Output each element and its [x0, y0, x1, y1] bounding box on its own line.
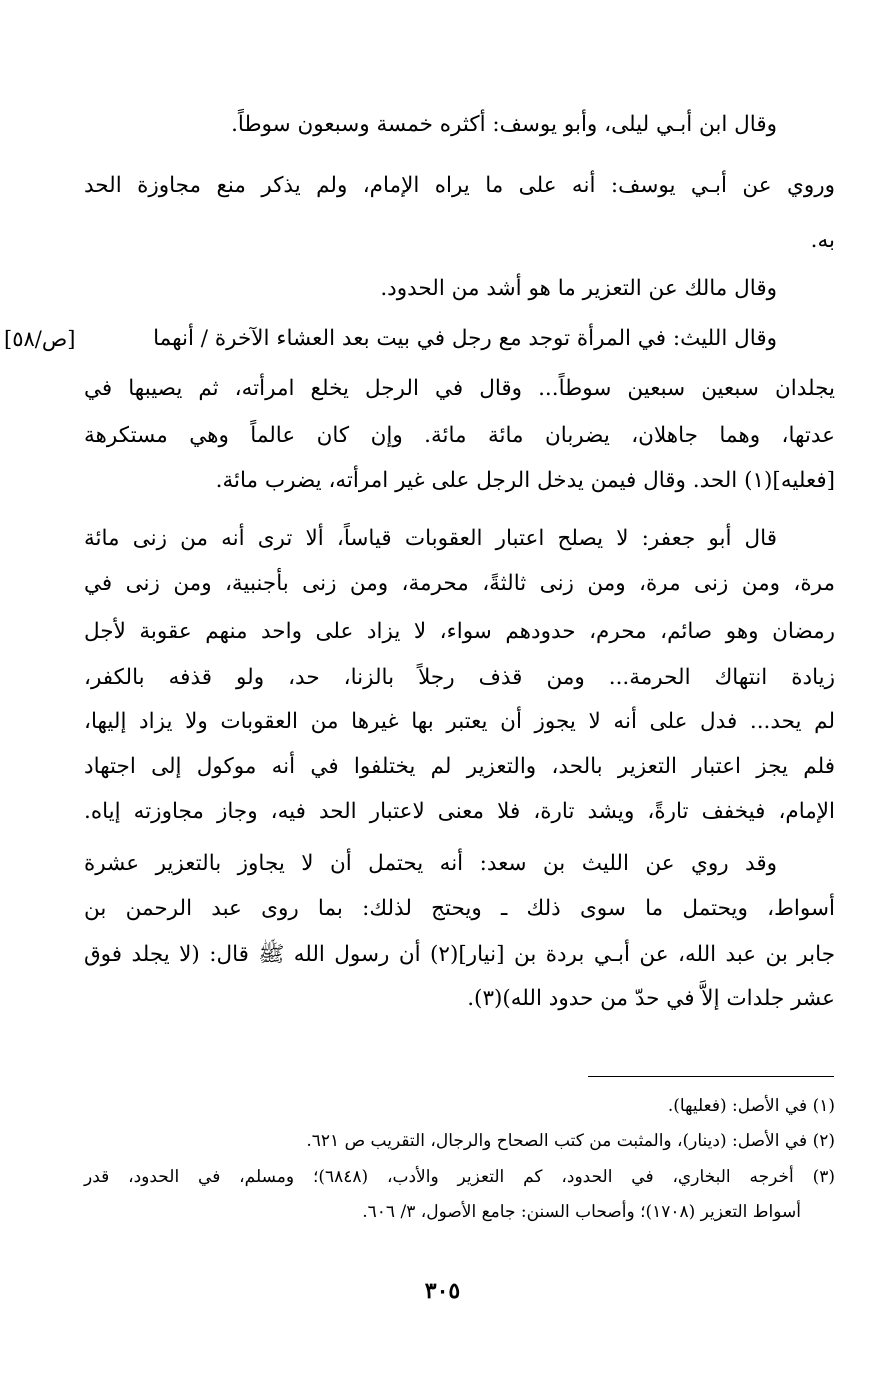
text-line: وروي عن أبـي يوسف: أنه على ما يراه الإمام، ولم يذكر منع مجاوزة الحد [84, 173, 835, 198]
text-line: وقال مالك عن التعزير ما هو أشد من الحدود. [380, 276, 777, 301]
footnote: (١) في الأصل: (فعليها). [667, 1096, 835, 1116]
text-line: يجلدان سبعين سبعين سوطاً... وقال في الرجل يخلع امرأته، ثم يصيبها في [84, 376, 835, 401]
text-line: أسواط، ويحتمل ما سوى ذلك ـ ويحتج لذلك: بما روى عبد الرحمن بن [84, 896, 835, 921]
marginal-page-reference: [ص/٥٨] [4, 327, 76, 351]
text-line: جابر بن عبد الله، عن أبـي بردة بن [نيار](٢) أن رسول الله ﷺ قال: (لا يجلد فوق [84, 942, 835, 967]
text-line: وقد روي عن الليث بن سعد: أنه يحتمل أن لا يجاوز بالتعزير عشرة [84, 851, 777, 876]
text-line: قال أبو جعفر: لا يصلح اعتبار العقوبات قياساً، ألا ترى أنه من زنى مائة [84, 526, 777, 551]
footnote: (٢) في الأصل: (دينار)، والمثبت من كتب الصحاح والرجال، التقريب ص ٦٢١. [306, 1131, 835, 1151]
text-line: [فعليه](١) الحد. وقال فيمن يدخل الرجل على غير امرأته، يضرب مائة. [215, 468, 835, 493]
text-line: زيادة انتهاك الحرمة... ومن قذف رجلاً بالزنا، حد، ولو قذفه بالكفر، [84, 665, 835, 690]
footnote-separator [588, 1076, 834, 1077]
text-line: رمضان وهو صائم، محرم، حدودهم سواء، لا يزاد على واحد منهم عقوبة لأجل [84, 619, 835, 644]
text-line: به. [810, 228, 835, 253]
page-number: ٣٠٥ [424, 1278, 461, 1304]
text-line: عشر جلدات إلاَّ في حدّ من حدود الله)(٣). [467, 986, 835, 1011]
text-line: مرة، ومن زنى مرة، ومن زنى ثالثةً، محرمة، ومن زنى بأجنبية، ومن زنى في [84, 571, 835, 596]
text-line: لم يحد... فدل على أنه لا يجوز أن يعتبر بها غيرها من العقوبات ولا يزاد إليها، [84, 709, 835, 734]
footnote: أسواط التعزير (١٧٠٨)؛ وأصحاب السنن: جامع الأصول، ٣/ ٦٠٦. [362, 1202, 801, 1222]
footnote: (٣) أخرجه البخاري، في الحدود، كم التعزير والأدب، (٦٨٤٨)؛ ومسلم، في الحدود، قدر [84, 1167, 835, 1187]
text-line: وقال ابن أبـي ليلى، وأبو يوسف: أكثره خمسة وسبعون سوطاً. [231, 112, 777, 137]
text-line: فلم يجز اعتبار التعزير بالحد، والتعزير لم يختلفوا في أنه موكول إلى اجتهاد [84, 754, 835, 779]
text-line: وقال الليث: في المرأة توجد مع رجل في بيت بعد العشاء الآخرة / أنهما [153, 326, 777, 351]
text-line: عدتها، وهما جاهلان، يضربان مائة مائة. وإن كان عالماً وهي مستكرهة [84, 423, 835, 448]
text-line: الإمام، فيخفف تارةً، ويشد تارة، فلا معنى لاعتبار الحد فيه، وجاز مجاوزته إياه. [84, 799, 835, 824]
